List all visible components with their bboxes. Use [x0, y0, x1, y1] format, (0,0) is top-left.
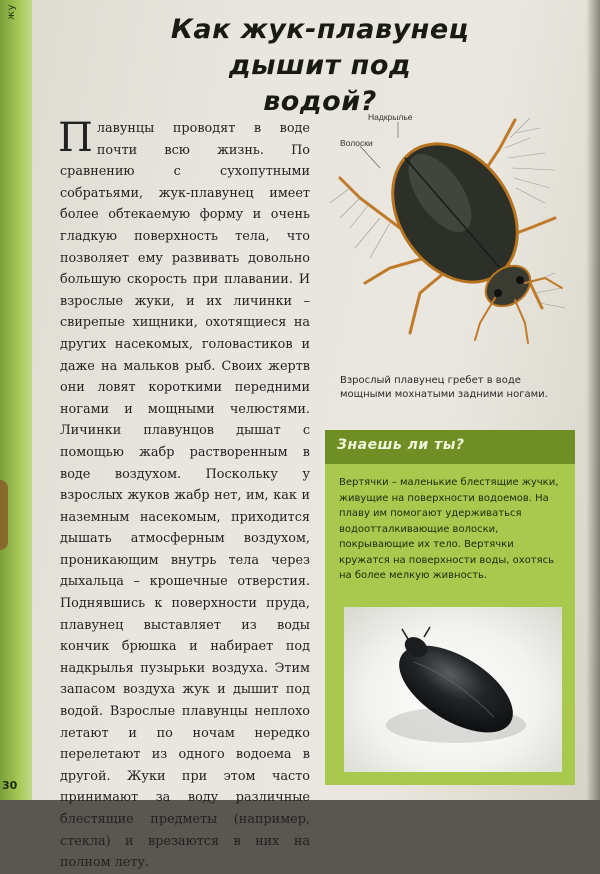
whirligig-beetle-image [344, 607, 562, 772]
did-you-know-heading: Знаешь ли ты? [337, 437, 465, 453]
whirligig-beetle-photo [344, 607, 562, 772]
side-section-label: жу [6, 4, 17, 20]
page-title [170, 12, 470, 120]
figure-caption: Взрослый плавунец гребет в воде мощными мохнатыми задними ногами. [340, 375, 548, 400]
title-line-2: дышит под водой? [228, 50, 412, 117]
side-green-band [0, 0, 32, 800]
did-you-know-header [325, 430, 575, 464]
body-paragraph: лавунцы проводят в воде почти всю жизнь. По сравнению с сухопутными собратьями, жук-плавунец имеет более обтекаемую форму и очень гладкую поверхность тела, что позволяет ему развивать довольно большую скорость при плавании. И взрослые жуки, и их личинки – свирепые хищники, охотящиеся на других насекомых, головастиков и даже на мальков рыб. Своих жертв они ловят короткими передними ногами и мощными челюстями. Личинки плавунцов дышат с помощью жабр растворенным в воде воздухом. Поскольку у взрослых жуков жабр нет, им, как и наземным насекомым, приходится дышать атмосферным воздухом, проникающим внутрь тела через дыхальца – крошечные отверстия. Поднявшись к поверхности пруда, плавунец выставляет из воды кончик брюшка и набирает под надкрылья пузырьки воздуха. Этим запасом воздуха жук и дышит под водой. Взрослые плавунцы неплохо летают и по ночам нередко перелетают из одного водоема в другой. Жуки при этом часто принимают за воду различные блестящие предметы (например, стекла) и врезаются в них на полном лету. [60, 121, 310, 871]
label-hairs: Волоски [340, 138, 373, 148]
page-right-shadow [586, 0, 600, 800]
body-text [58, 115, 310, 874]
did-you-know-text: Вертячки – маленькие блестящие жучки, живущие на поверхности водоемов. На плаву им помогают удерживаться водоотталкивающие волоски, покрывающие их тело. Вертячки кружатся на поверхности воды, охотясь на более мелкую живность. [339, 477, 559, 581]
drop-cap: П [58, 115, 93, 161]
title-line-1: Как жук-плавунец [170, 14, 470, 45]
label-elytra: Надкрылье [368, 112, 413, 122]
page-edge-shadow [0, 480, 8, 550]
diving-beetle-illustration [330, 108, 580, 348]
page-number: 30 [2, 779, 18, 792]
